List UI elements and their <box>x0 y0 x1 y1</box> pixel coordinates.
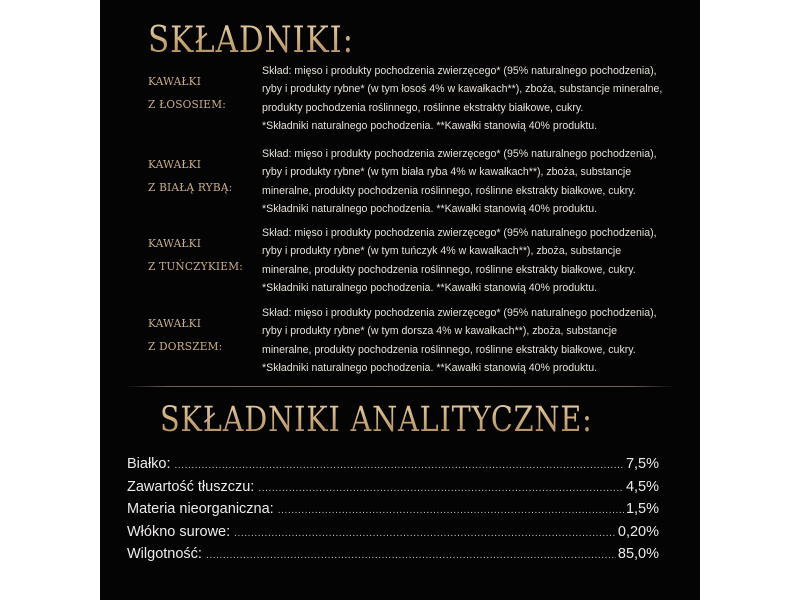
description-line: ryby i produkty rybne* (w tym tuńczyk 4% w kawałkach**), zboża, substancje <box>262 245 622 258</box>
description-line: Skład: mięso i produkty pochodzenia zwierzęcego* (95% naturalnego pochodzenia), <box>262 227 657 239</box>
label-line: KAWAŁKI <box>148 236 202 250</box>
analytical-table <box>127 456 659 569</box>
description-line: mineralne, produkty pochodzenia roślinnego, roślinne ekstrakty białkowe, cukry. <box>262 184 636 197</box>
nutrient-name: Zawartość tłuszczu: <box>127 478 255 495</box>
description-line: mineralne, produkty pochodzenia roślinnego, roślinne ekstrakty białkowe, cukry. <box>262 263 636 276</box>
ingredient-label <box>148 153 232 199</box>
ingredient-description <box>262 224 692 297</box>
description-line: ryby i produkty rybne* (w tym łosoś 4% w kawałkach**), zboża, substancje mineralne, <box>262 83 663 96</box>
label-line: Z DORSZEM: <box>148 339 223 353</box>
description-line: Skład: mięso i produkty pochodzenia zwierzęcego* (95% naturalnego pochodzenia), <box>262 65 657 77</box>
label-line: KAWAŁKI <box>148 74 202 88</box>
analytical-row <box>127 524 659 547</box>
description-line: ryby i produkty rybne* (w tym biała ryba 4% w kawałkach**), zboża, substancje <box>262 166 632 179</box>
description-line: Skład: mięso i produkty pochodzenia zwierzęcego* (95% naturalnego pochodzenia), <box>262 307 657 319</box>
nutrient-value: 7,5% <box>625 456 659 472</box>
description-line: mineralne, produkty pochodzenia roślinnego, roślinne ekstrakty białkowe, cukry. <box>262 343 636 356</box>
nutrient-name: Wilgotność: <box>127 546 202 562</box>
nutrient-value: 0,20% <box>617 523 659 540</box>
nutrient-name: Białko: <box>127 456 171 472</box>
nutrient-value: 1,5% <box>625 501 659 517</box>
label-line: KAWAŁKI <box>148 316 202 330</box>
dot-leader <box>258 484 624 494</box>
ingredients-heading: SKŁADNIKI: <box>148 20 354 61</box>
ingredient-label <box>148 312 222 358</box>
ingredient-description <box>262 62 692 135</box>
dot-leader <box>175 461 624 471</box>
analytical-row <box>127 501 659 524</box>
dot-leader <box>206 551 616 561</box>
ingredient-label <box>148 70 226 116</box>
ingredients-panel <box>100 0 700 600</box>
label-line: Z TUŃCZYKIEM: <box>148 259 243 273</box>
label-line: Z ŁOSOSIEM: <box>148 97 226 111</box>
nutrient-name: Materia nieorganiczna: <box>127 501 274 517</box>
nutrient-value: 85,0% <box>617 546 659 562</box>
analytical-row <box>127 456 659 479</box>
nutrient-value: 4,5% <box>625 478 659 495</box>
ingredient-label <box>148 232 243 278</box>
description-line: *Składniki naturalnego pochodzenia. **Kawałki stanowią 40% produktu. <box>262 119 598 132</box>
description-line: *Składniki naturalnego pochodzenia. **Kawałki stanowią 40% produktu. <box>262 202 598 215</box>
section-divider <box>125 386 675 387</box>
description-line: produkty pochodzenia roślinnego, roślinne ekstrakty białkowe, cukry. <box>262 101 584 114</box>
label-line: Z BIAŁĄ RYBĄ: <box>148 180 233 194</box>
description-line: ryby i produkty rybne* (w tym dorsza 4% w kawałkach**), zboża, substancje <box>262 325 618 338</box>
label-line: KAWAŁKI <box>148 157 202 171</box>
dot-leader <box>278 506 624 516</box>
dot-leader <box>234 529 616 539</box>
analytical-row <box>127 479 659 502</box>
description-line: Skład: mięso i produkty pochodzenia zwierzęcego* (95% naturalnego pochodzenia), <box>262 148 657 160</box>
nutrient-name: Włókno surowe: <box>127 523 231 540</box>
description-line: *Składniki naturalnego pochodzenia. **Kawałki stanowią 40% produktu. <box>262 281 598 294</box>
analytical-heading: SKŁADNIKI ANALITYCZNE: <box>160 400 593 440</box>
ingredient-description <box>262 145 692 218</box>
ingredient-description <box>262 304 692 377</box>
description-line: *Składniki naturalnego pochodzenia. **Kawałki stanowią 40% produktu. <box>262 361 598 374</box>
analytical-row <box>127 546 659 569</box>
